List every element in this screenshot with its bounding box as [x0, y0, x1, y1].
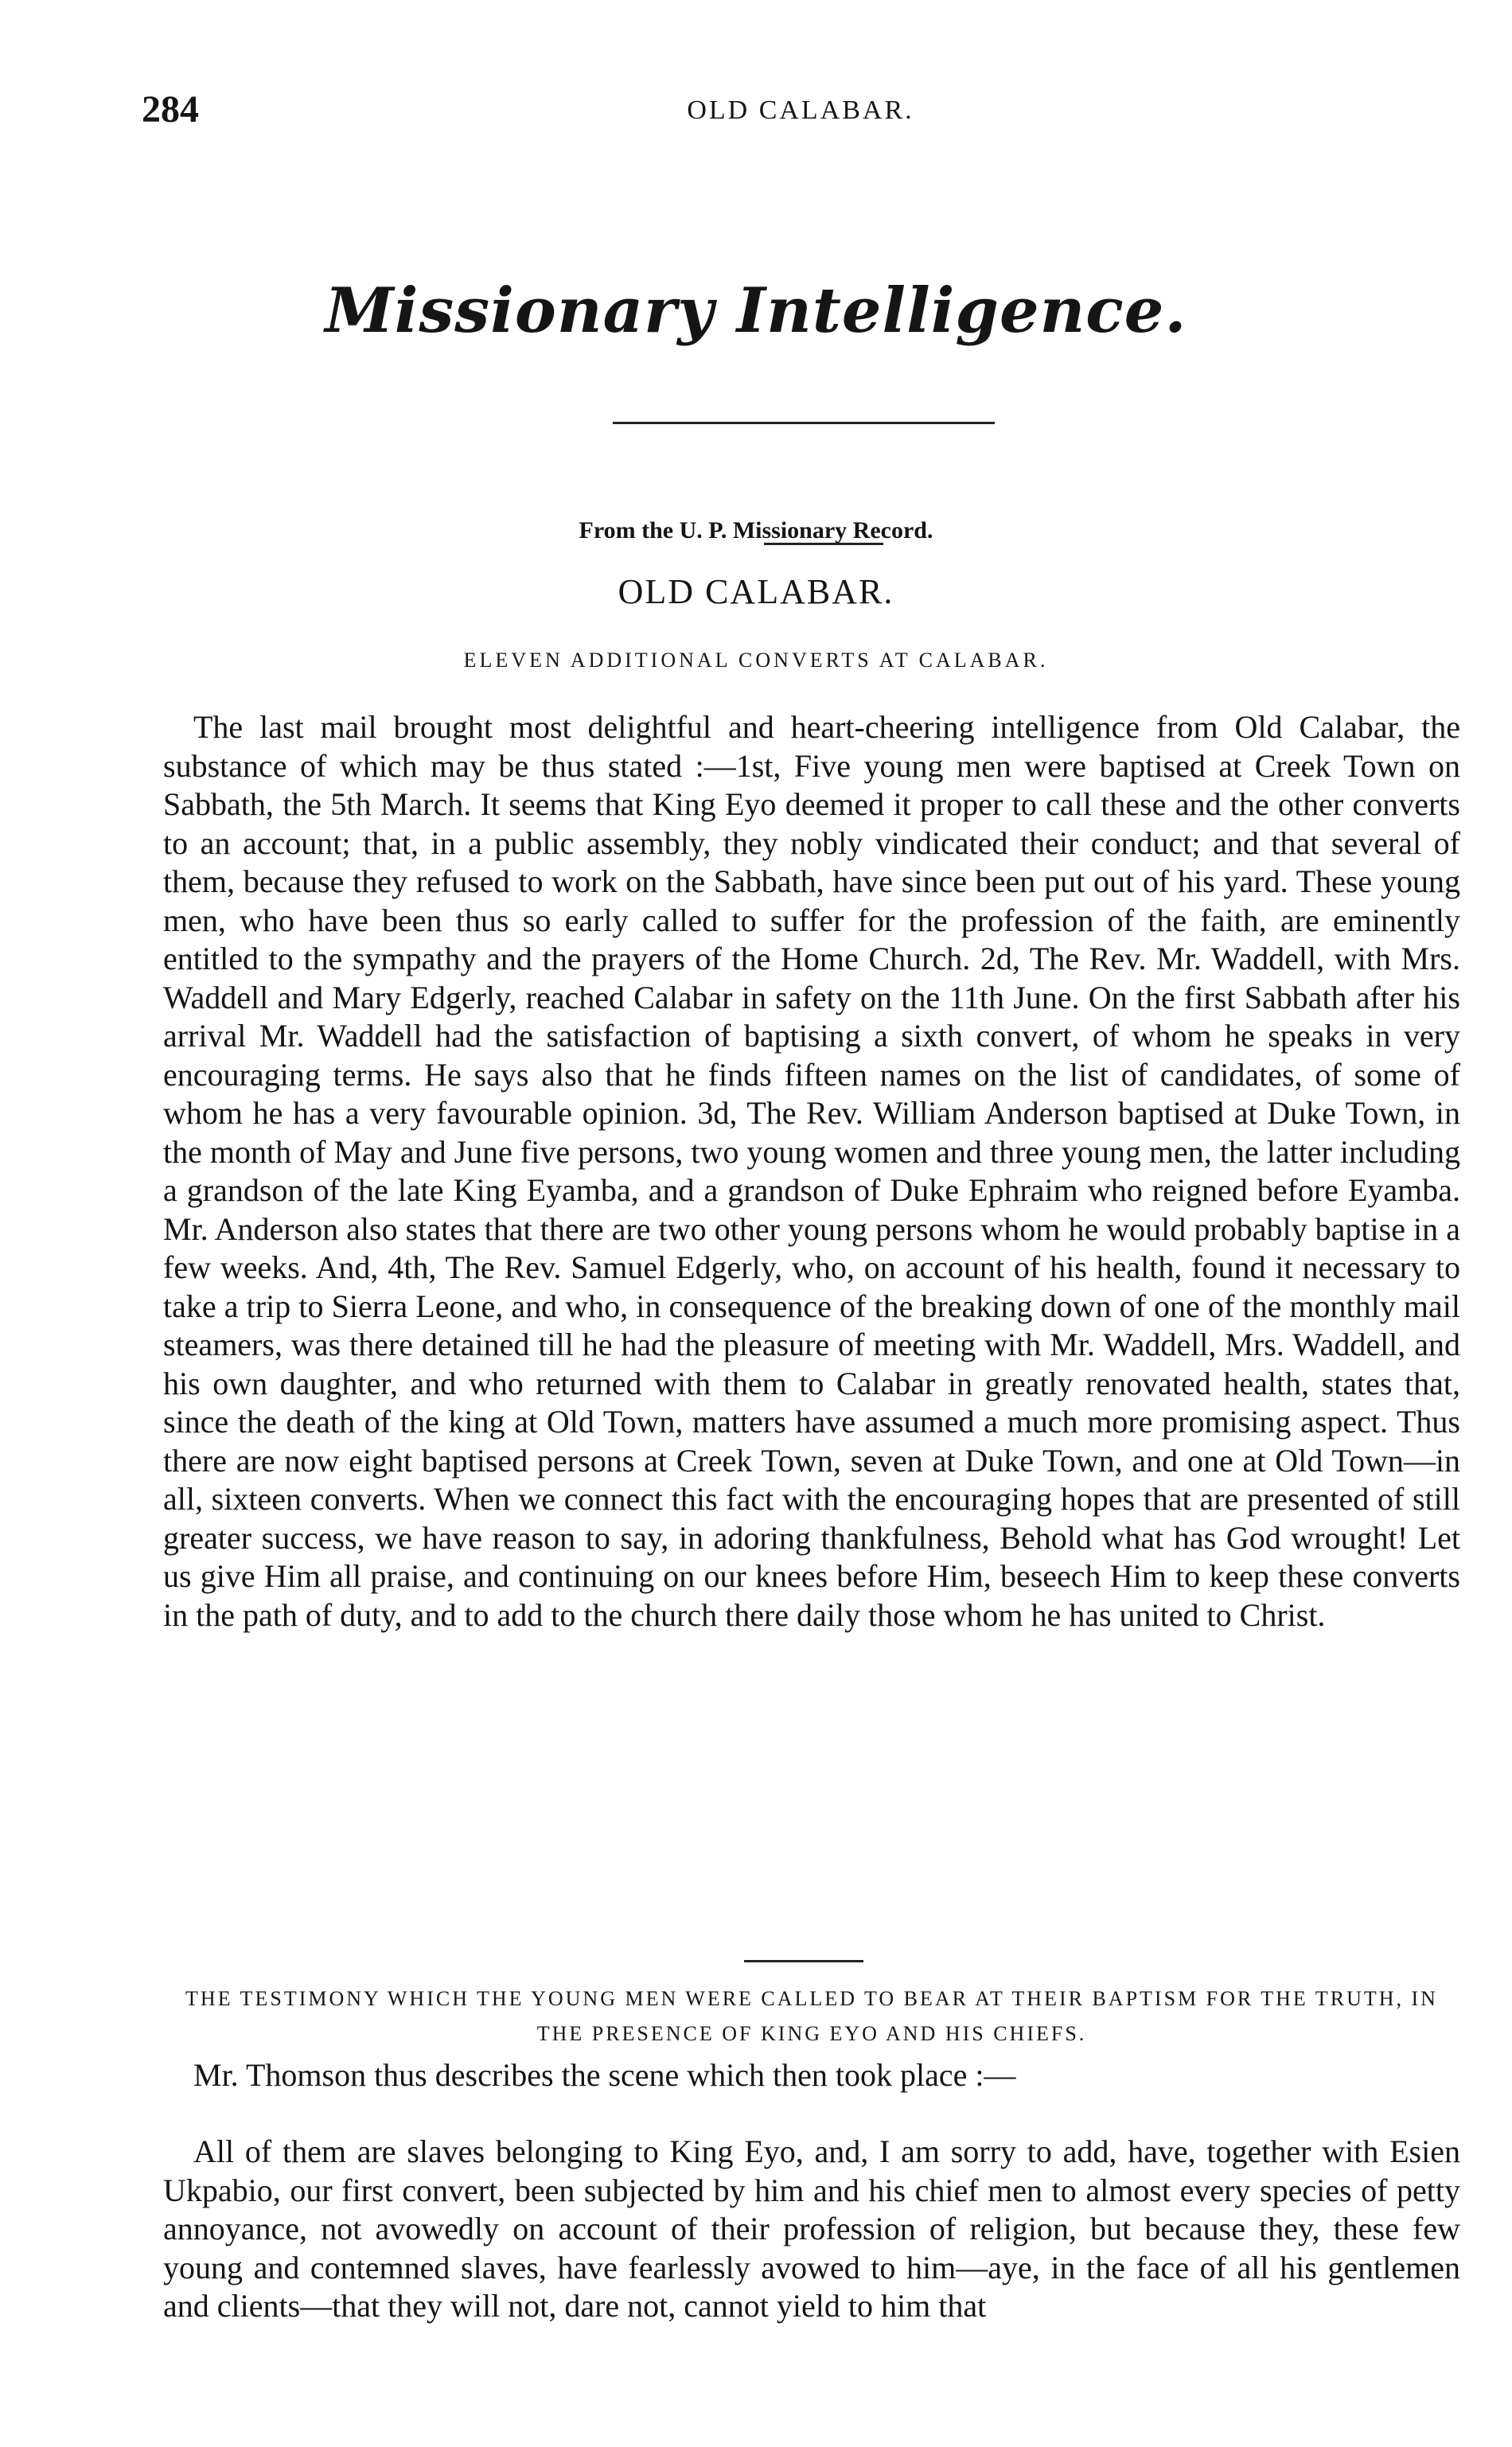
heading-rule — [613, 422, 995, 424]
article-subheading: ELEVEN ADDITIONAL CONVERTS AT CALABAR. — [463, 649, 1049, 672]
article-title: OLD CALABAR. — [618, 572, 894, 611]
body-paragraph: The last mail brought most delightful and heart-cheering intelligence from Old Calabar, the substance of which may be thus stated :—1st, Five young men were baptised at Creek Town on Sabbath, the 5th March. It seems that King Eyo deemed it proper to call these and the other converts to an account; that, in a public assembly, they nobly vindicated their conduct; and that several of them, because they refused to work on the Sabbath, have since been put out of his yard. These young men, who have been thus so early called to suffer for the profession of the faith, are eminently entitled to the sympathy and the prayers of the Home Church. 2d, The Rev. Mr. Waddell, with Mrs. Waddell and Mary Edgerly, reached Calabar in safety on the 11th June. On the first Sabbath after his arrival Mr. Waddell had the satisfaction of baptising a sixth convert, of whom he speaks in very encouraging terms. He says also that he finds fifteen names on the list of candidates, of some of whom he has a very favourable opinion. 3d, The Rev. William Anderson baptised at Duke Town, in the month of May and June five persons, two young women and three young men, the latter including a grandson of the late King Eyamba, and a grandson of Duke Ephraim who reigned before Eyamba. Mr. Anderson also states that there are two other young persons whom he would probably baptise in a few weeks. And, 4th, The Rev. Samuel Edgerly, who, on account of his health, found it necessary to take a trip to Sierra Leone, and who, in consequence of the breaking down of one of the monthly mail steamers, was there detained till he had the pleasure of meeting with Mr. Waddell, Mrs. Waddell, and his own daughter, and who returned with them to Calabar in greatly renovated health, states that, since the death of the king at Old Town, matters have assumed a much more promising aspect. Thus there are now eight baptised persons at Creek Town, seven at Duke Town, and one at Old Town—in all, sixteen converts. When we connect this fact with the encouraging hopes that are presented of still greater success, we have reason to say, in adoring thankfulness, Behold what has God wrought! Let us give Him all praise, and continuing on our knees before Him, beseech Him to keep these converts in the path of duty, and to add to the church there daily those whom he has united to Christ. — [163, 709, 1460, 1633]
body-paragraph: Mr. Thomson thus describes the scene which then took place :— — [193, 2057, 1016, 2093]
running-title: OLD CALABAR. — [687, 95, 914, 125]
testimony-heading: THE TESTIMONY WHICH THE YOUNG MEN WERE CALLED TO BEAR AT THEIR BAPTISM FOR THE TRUTH, IN THE PRESENCE OF KING EYO AND HIS CHIEFS. — [185, 1987, 1438, 2045]
source-line: From the U. P. Missionary Record. — [579, 517, 933, 544]
running-head — [142, 88, 1459, 135]
page-number: 284 — [142, 88, 199, 131]
divider-rule — [744, 1960, 863, 1962]
divider-rule — [764, 543, 883, 545]
body-paragraph: All of them are slaves belonging to King Eyo, and, I am sorry to add, have, together with Esien Ukpabio, our first convert, been subjected by him and his chief men to almost every species of petty annoyance, not avowedly on account of their profession of religion, but because they, these few young and contemned slaves, have fearlessly avowed to him—aye, in the face of all his gentlemen and clients—that they will not, dare not, cannot yield to him that — [163, 2133, 1460, 2324]
section-heading: Missionary Intelligence. — [325, 275, 1187, 347]
